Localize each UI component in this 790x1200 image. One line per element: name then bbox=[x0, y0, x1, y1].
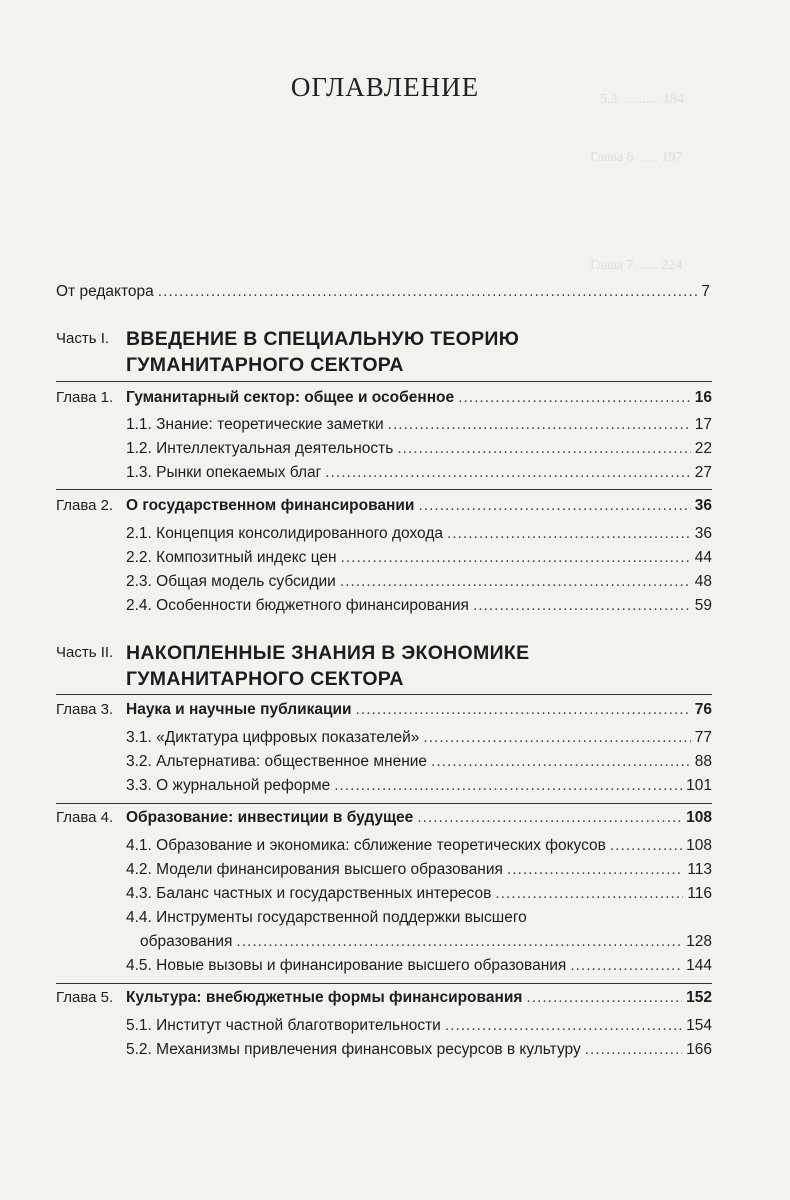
dot-leader bbox=[158, 282, 698, 302]
dot-leader bbox=[473, 596, 691, 616]
section-title: 4.3. Баланс частных и государственных интересов bbox=[126, 885, 492, 902]
toc-page-number: 116 bbox=[687, 885, 712, 902]
toc-entry-editor[interactable] bbox=[56, 282, 710, 302]
section-entry[interactable] bbox=[126, 860, 712, 880]
chapter-entry[interactable] bbox=[56, 388, 712, 408]
section-title: 1.2. Интеллектуальная деятельность bbox=[126, 440, 394, 457]
section-title: 3.1. «Диктатура цифровых показателей» bbox=[126, 729, 420, 746]
section-entry[interactable] bbox=[126, 463, 712, 483]
dot-leader bbox=[325, 463, 690, 483]
dot-leader bbox=[447, 524, 691, 544]
part-title-line: ВВЕДЕНИЕ В СПЕЦИАЛЬНУЮ ТЕОРИЮ bbox=[126, 328, 520, 350]
section-entry[interactable] bbox=[126, 728, 712, 748]
divider bbox=[56, 983, 712, 984]
section-entry[interactable] bbox=[126, 524, 712, 544]
dot-leader bbox=[356, 700, 691, 720]
section-entry[interactable] bbox=[126, 836, 712, 856]
chapter-title: О государственном финансировании bbox=[126, 497, 415, 514]
section-title: 2.2. Композитный индекс цен bbox=[126, 549, 337, 566]
section-title: 1.3. Рынки опекаемых благ bbox=[126, 464, 322, 481]
toc-page-number: 101 bbox=[686, 777, 712, 794]
chapter-prefix: Глава 2. bbox=[56, 497, 114, 514]
toc-page-number: 76 bbox=[694, 701, 712, 718]
section-entry[interactable] bbox=[126, 752, 712, 772]
section-entry[interactable] bbox=[126, 415, 712, 435]
part-prefix: Часть II. bbox=[56, 644, 114, 661]
section-entry[interactable] bbox=[126, 596, 712, 616]
dot-leader bbox=[445, 1016, 682, 1036]
dot-leader bbox=[388, 415, 691, 435]
toc-page-number: 22 bbox=[694, 440, 712, 457]
dot-leader bbox=[610, 836, 682, 856]
dot-leader bbox=[397, 439, 690, 459]
chapter-title: Гуманитарный сектор: общее и особенное bbox=[126, 389, 455, 406]
section-entry[interactable] bbox=[126, 548, 712, 568]
divider bbox=[56, 803, 712, 804]
toc-page-number: 44 bbox=[694, 549, 712, 566]
section-title: образования bbox=[140, 933, 233, 950]
part-title-line: ГУМАНИТАРНОГО СЕКТОРА bbox=[126, 668, 404, 690]
toc-page-number: 36 bbox=[694, 497, 712, 514]
toc-page-number: 152 bbox=[686, 989, 712, 1006]
chapter-entry[interactable] bbox=[56, 808, 712, 828]
toc-page-number: 59 bbox=[694, 597, 712, 614]
divider bbox=[56, 381, 712, 382]
section-title: 3.3. О журнальной реформе bbox=[126, 777, 331, 794]
chapter-title: Образование: инвестиции в будущее bbox=[126, 809, 414, 826]
dot-leader bbox=[417, 808, 682, 828]
toc-page-number: 113 bbox=[687, 861, 712, 878]
chapter-prefix: Глава 4. bbox=[56, 809, 114, 826]
section-title: 1.1. Знание: теоретические заметки bbox=[126, 416, 384, 433]
part-heading bbox=[56, 326, 716, 378]
chapter-prefix: Глава 1. bbox=[56, 389, 114, 406]
divider bbox=[56, 694, 712, 695]
toc-page-number: 48 bbox=[694, 573, 712, 590]
part-heading bbox=[56, 640, 716, 692]
section-title: 5.2. Механизмы привлечения финансовых ресурсов в культуру bbox=[126, 1041, 581, 1058]
section-title: 4.1. Образование и экономика: сближение теоретических фокусов bbox=[126, 837, 606, 854]
dot-leader bbox=[570, 956, 682, 976]
chapter-title: Культура: внебюджетные формы финансирования bbox=[126, 989, 523, 1006]
toc-page-number: 16 bbox=[694, 389, 712, 406]
toc-page-number: 108 bbox=[686, 809, 712, 826]
section-title: 2.4. Особенности бюджетного финансирования bbox=[126, 597, 469, 614]
page-title: ОГЛАВЛЕНИЕ bbox=[290, 72, 480, 102]
section-entry[interactable] bbox=[126, 572, 712, 592]
chapter-prefix: Глава 3. bbox=[56, 701, 114, 718]
section-title: 2.1. Концепция консолидированного дохода bbox=[126, 525, 443, 542]
chapter-entry[interactable] bbox=[56, 700, 712, 720]
part-title-line: ГУМАНИТАРНОГО СЕКТОРА bbox=[126, 354, 404, 376]
section-title: 4.2. Модели финансирования высшего образования bbox=[126, 861, 503, 878]
chapter-entry[interactable] bbox=[56, 496, 712, 516]
dot-leader bbox=[495, 884, 683, 904]
toc-page-number: 36 bbox=[694, 525, 712, 542]
toc-page-number: 77 bbox=[694, 729, 712, 746]
dot-leader bbox=[418, 496, 690, 516]
dot-leader bbox=[585, 1040, 682, 1060]
dot-leader bbox=[526, 988, 682, 1008]
dot-leader bbox=[431, 752, 691, 772]
toc-entry-label: От редактора bbox=[56, 283, 154, 300]
chapter-entry[interactable] bbox=[56, 988, 712, 1008]
bleed-through-text: Глава 6. ..... 197 bbox=[590, 150, 683, 165]
part-title-line: НАКОПЛЕННЫЕ ЗНАНИЯ В ЭКОНОМИКЕ bbox=[126, 642, 530, 664]
section-entry[interactable] bbox=[126, 884, 712, 904]
section-entry[interactable] bbox=[126, 1016, 712, 1036]
dot-leader bbox=[334, 776, 682, 796]
dot-leader bbox=[423, 728, 690, 748]
section-entry[interactable] bbox=[126, 1040, 712, 1060]
toc-page-number: 7 bbox=[701, 283, 710, 300]
dot-leader bbox=[458, 388, 691, 408]
dot-leader bbox=[341, 548, 691, 568]
toc-page-number: 166 bbox=[686, 1041, 712, 1058]
dot-leader bbox=[340, 572, 691, 592]
dot-leader bbox=[236, 932, 682, 952]
section-entry[interactable] bbox=[140, 932, 712, 952]
section-title-line[interactable]: 4.4. Инструменты государственной поддержки высшего bbox=[126, 909, 527, 926]
divider bbox=[56, 489, 712, 490]
bleed-through-text: 5.3. .......... 184 bbox=[600, 92, 684, 107]
section-title: 2.3. Общая модель субсидии bbox=[126, 573, 336, 590]
toc-page-number: 27 bbox=[694, 464, 712, 481]
section-title: 4.5. Новые вызовы и финансирование высшего образования bbox=[126, 957, 567, 974]
toc-page-number: 88 bbox=[694, 753, 712, 770]
section-entry[interactable] bbox=[126, 439, 712, 459]
toc-page-number: 17 bbox=[694, 416, 712, 433]
toc-page-number: 108 bbox=[686, 837, 712, 854]
section-title: 3.2. Альтернатива: общественное мнение bbox=[126, 753, 428, 770]
toc-page-number: 128 bbox=[686, 933, 712, 950]
bleed-through-text: Глава 7. ..... 224 bbox=[590, 258, 683, 273]
section-entry[interactable] bbox=[126, 956, 712, 976]
toc-page-number: 144 bbox=[686, 957, 712, 974]
part-prefix: Часть I. bbox=[56, 330, 110, 347]
chapter-prefix: Глава 5. bbox=[56, 989, 114, 1006]
chapter-title: Наука и научные публикации bbox=[126, 701, 352, 718]
dot-leader bbox=[507, 860, 683, 880]
section-title: 5.1. Институт частной благотворительности bbox=[126, 1017, 441, 1034]
section-entry[interactable] bbox=[126, 776, 712, 796]
toc-page-number: 154 bbox=[686, 1017, 712, 1034]
